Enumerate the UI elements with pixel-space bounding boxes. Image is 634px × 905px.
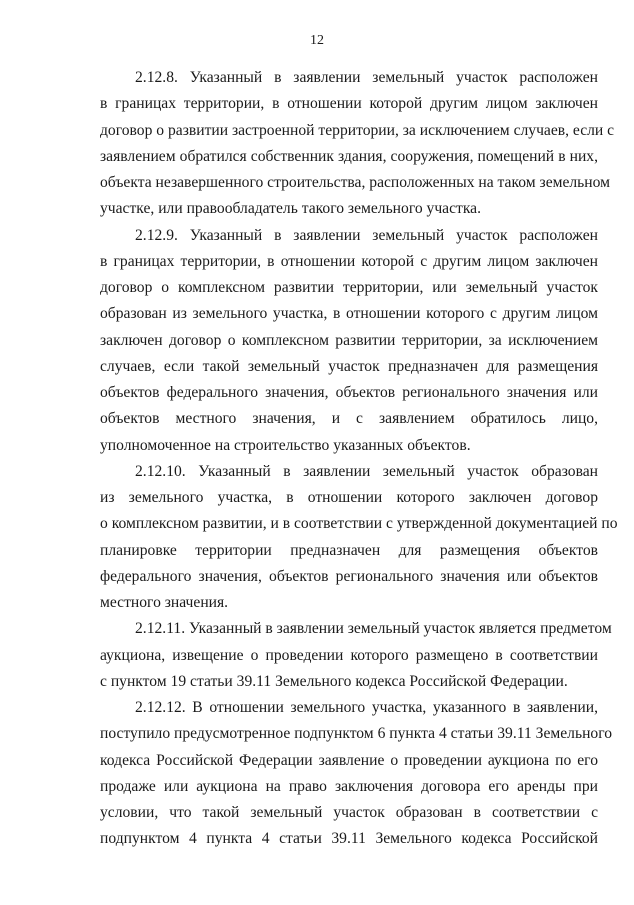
text-line: образован из земельного участка, в отношении которого с другим лицом (100, 305, 598, 323)
text-line: кодекса Российской Федерации заявление о проведении аукциона по его (100, 751, 598, 769)
text-line: планировке территории предназначен для размещения объектов (100, 541, 598, 559)
paragraph-2-12-9 (100, 223, 598, 459)
text-line: с пунктом 19 статьи 39.11 Земельного кодекса Российской Федерации. (100, 672, 568, 690)
text-line: 2.12.8. Указанный в заявлении земельный участок расположен (135, 69, 598, 86)
paragraph-2-12-10 (100, 459, 618, 617)
text-line: в границах территории, в отношении которой с другим лицом заключен (100, 252, 598, 270)
text-line: случаев, если такой земельный участок предназначен для размещения (100, 357, 598, 375)
text-line: объектов местного значения, и с заявлением обратилось лицо, (100, 410, 598, 428)
text-line: из земельного участка, в отношении которого заключен договор (100, 489, 598, 506)
text-line: заключен договор о комплексном развитии территории, за исключением (100, 331, 598, 349)
text-line: о комплексном развитии, и в соответствии с утвержденной документацией по (100, 515, 618, 533)
paragraph-2-12-8 (100, 65, 615, 223)
text-line: 2.12.10. Указанный в заявлении земельный участок образован (135, 462, 598, 480)
text-line: объекта незавершенного строительства, расположенных на таком земельном (100, 174, 611, 191)
text-line: 2.12.9. Указанный в заявлении земельный участок расположен (135, 226, 598, 244)
text-line: федерального значения, объектов регионального значения или объектов (100, 567, 598, 585)
text-line: уполномоченное на строительство указанных объектов. (100, 436, 471, 454)
document-body (100, 65, 618, 853)
text-line: в границах территории, в отношении которой другим лицом заключен (100, 95, 598, 113)
text-line: продаже или аукциона на право заключения договора его аренды при (100, 777, 598, 795)
text-line: договор о развитии застроенной территории, за исключением случаев, если с (100, 121, 615, 139)
text-line: 2.12.12. В отношении земельного участка, указанного в заявлении, (135, 699, 598, 716)
text-line: аукциона, извещение о проведении которого размещено в соответствии (100, 646, 598, 664)
text-line: договор о комплексном развитии территории, или земельный участок (100, 279, 598, 296)
text-line: подпунктом 4 пункта 4 статьи 39.11 Земельного кодекса Российской (100, 830, 598, 848)
text-line: поступило предусмотренное подпунктом 6 пункта 4 статьи 39.11 Земельного (100, 725, 613, 743)
text-line: условии, что такой земельный участок образован в соответствии с (100, 804, 598, 821)
paragraph-2-12-11 (100, 616, 612, 695)
paragraph-2-12-12 (100, 695, 613, 853)
text-line: объектов федерального значения, объектов регионального значения или (100, 384, 598, 401)
text-line: участке, или правообладатель такого земельного участка. (100, 200, 481, 218)
text-line: местного значения. (100, 594, 229, 611)
text-line: заявлением обратился собственник здания, сооружения, помещений в них, (100, 147, 598, 165)
page-number: 12 (310, 33, 324, 48)
text-line: 2.12.11. Указанный в заявлении земельный участок является предметом (135, 620, 612, 638)
